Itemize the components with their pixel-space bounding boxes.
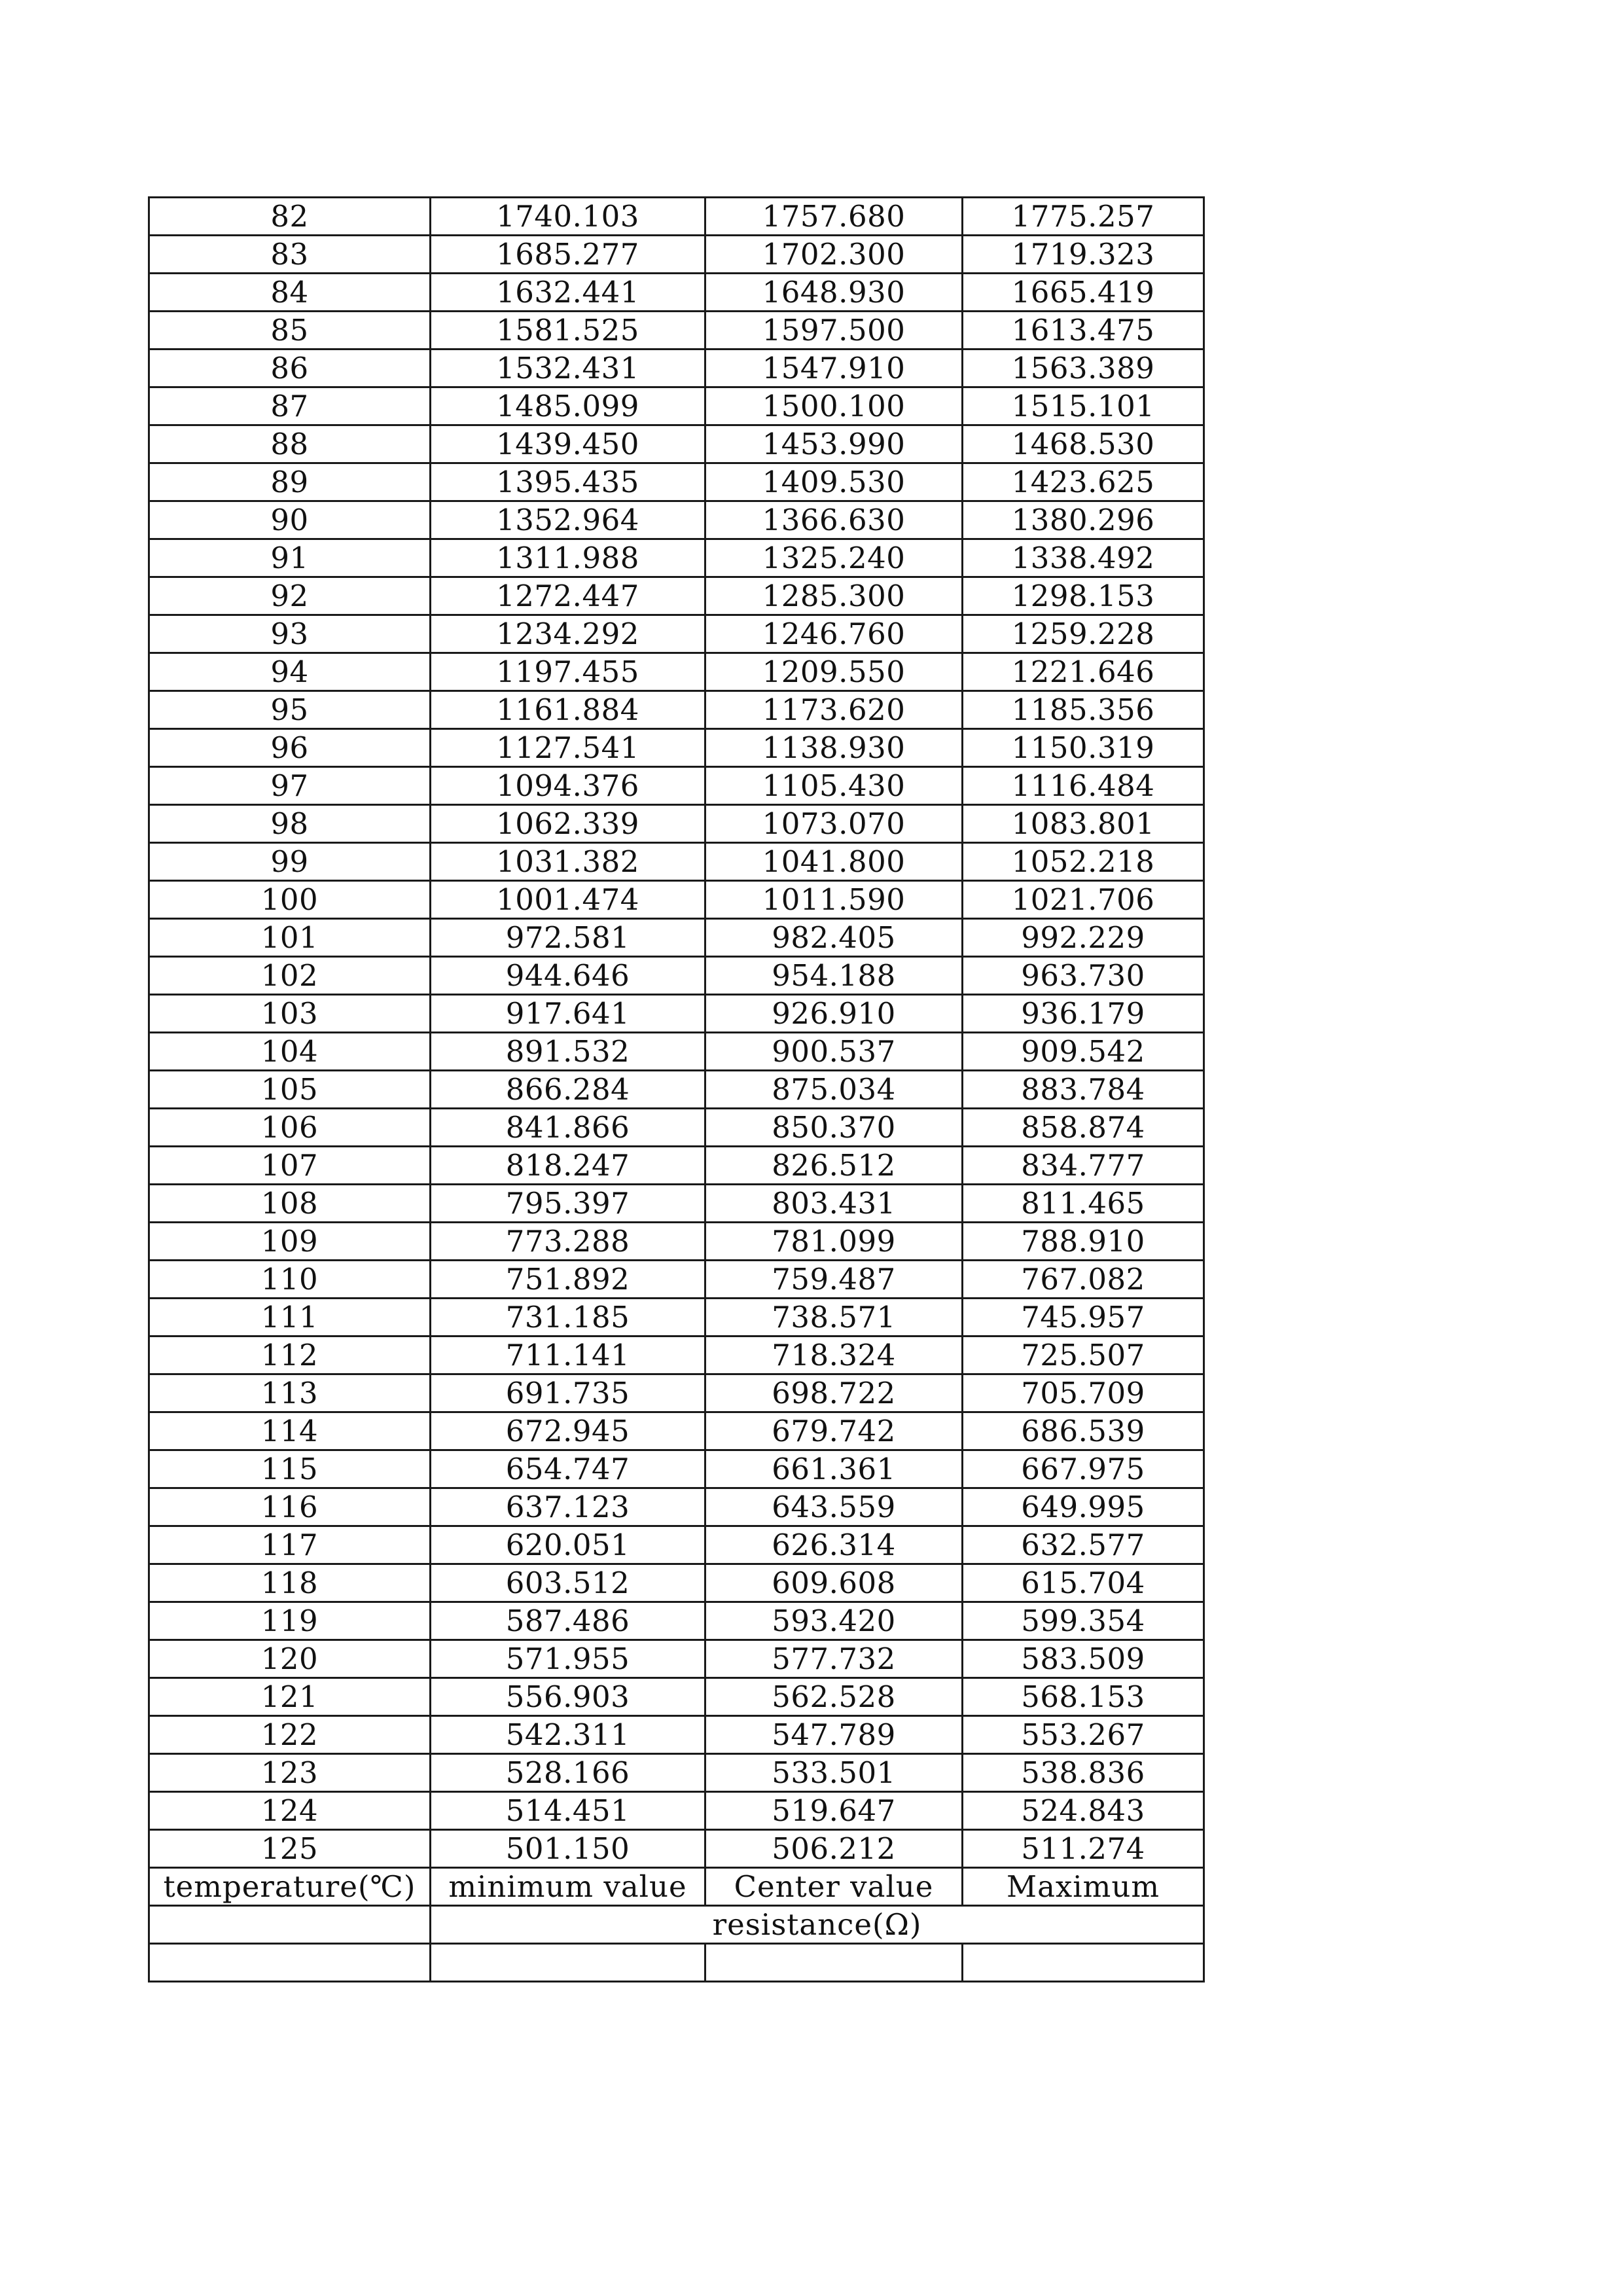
header-center-value: Center value [705,1868,963,1906]
temperature-cell: 120 [149,1640,431,1678]
table-row [149,653,1204,691]
temperature-cell: 116 [149,1488,431,1526]
minimum-value-cell: 528.166 [431,1754,705,1792]
table-row [149,463,1204,501]
header-maximum: Maximum [963,1868,1204,1906]
table-row [149,312,1204,350]
center-value-cell: 1500.100 [705,387,963,425]
minimum-value-cell: 1581.525 [431,312,705,350]
maximum-value-cell: 883.784 [963,1071,1204,1109]
maximum-value-cell: 1613.475 [963,312,1204,350]
maximum-value-cell: 1298.153 [963,577,1204,615]
center-value-cell: 506.212 [705,1830,963,1868]
minimum-value-cell: 620.051 [431,1526,705,1564]
center-value-cell: 1138.930 [705,729,963,767]
maximum-value-cell: 1185.356 [963,691,1204,729]
temperature-cell: 123 [149,1754,431,1792]
table-row [149,1830,1204,1868]
table-row [149,957,1204,995]
minimum-value-cell: 866.284 [431,1071,705,1109]
center-value-cell: 1173.620 [705,691,963,729]
center-value-cell: 875.034 [705,1071,963,1109]
center-value-cell: 626.314 [705,1526,963,1564]
minimum-value-cell: 654.747 [431,1450,705,1488]
temperature-cell: 125 [149,1830,431,1868]
temperature-cell: 122 [149,1716,431,1754]
maximum-value-cell: 632.577 [963,1526,1204,1564]
maximum-value-cell: 667.975 [963,1450,1204,1488]
minimum-value-cell: 672.945 [431,1412,705,1450]
temperature-cell: 86 [149,350,431,387]
center-value-cell: 577.732 [705,1640,963,1678]
maximum-value-cell: 834.777 [963,1147,1204,1185]
table-row [149,236,1204,274]
table-row [149,1754,1204,1792]
center-value-cell: 698.722 [705,1374,963,1412]
center-value-cell: 679.742 [705,1412,963,1450]
maximum-value-cell: 1665.419 [963,274,1204,312]
minimum-value-cell: 917.641 [431,995,705,1033]
table-row [149,1678,1204,1716]
unit-row [149,1906,1204,1944]
table-row [149,1792,1204,1830]
table-row [149,691,1204,729]
temperature-cell: 84 [149,274,431,312]
minimum-value-cell: 731.185 [431,1299,705,1336]
minimum-value-cell: 1311.988 [431,539,705,577]
center-value-cell: 519.647 [705,1792,963,1830]
center-value-cell: 982.405 [705,919,963,957]
minimum-value-cell: 1352.964 [431,501,705,539]
table-row [149,1602,1204,1640]
table-row [149,1147,1204,1185]
minimum-value-cell: 944.646 [431,957,705,995]
center-value-cell: 1409.530 [705,463,963,501]
table-row [149,425,1204,463]
minimum-value-cell: 1094.376 [431,767,705,805]
header-temperature: temperature(℃) [149,1868,431,1906]
maximum-value-cell: 538.836 [963,1754,1204,1792]
minimum-value-cell: 1439.450 [431,425,705,463]
temperature-cell: 94 [149,653,431,691]
maximum-value-cell: 686.539 [963,1412,1204,1450]
table-row [149,198,1204,236]
center-value-cell: 850.370 [705,1109,963,1147]
header-minimum-value: minimum value [431,1868,705,1906]
maximum-value-cell: 992.229 [963,919,1204,957]
maximum-value-cell: 1380.296 [963,501,1204,539]
temperature-cell: 102 [149,957,431,995]
table-row [149,1564,1204,1602]
maximum-value-cell: 1116.484 [963,767,1204,805]
minimum-value-cell: 818.247 [431,1147,705,1185]
minimum-value-cell: 501.150 [431,1830,705,1868]
maximum-value-cell: 858.874 [963,1109,1204,1147]
minimum-value-cell: 795.397 [431,1185,705,1223]
maximum-value-cell: 767.082 [963,1261,1204,1299]
temperature-cell: 121 [149,1678,431,1716]
temperature-cell: 108 [149,1185,431,1223]
maximum-value-cell: 1052.218 [963,843,1204,881]
center-value-cell: 954.188 [705,957,963,995]
temperature-cell: 87 [149,387,431,425]
maximum-value-cell: 1468.530 [963,425,1204,463]
table-row [149,1261,1204,1299]
minimum-value-cell: 691.735 [431,1374,705,1412]
maximum-value-cell: 1563.389 [963,350,1204,387]
center-value-cell: 1285.300 [705,577,963,615]
table-row [149,919,1204,957]
maximum-value-cell: 615.704 [963,1564,1204,1602]
maximum-value-cell: 936.179 [963,995,1204,1033]
table-row [149,1526,1204,1564]
center-value-cell: 609.608 [705,1564,963,1602]
table-row [149,539,1204,577]
temperature-cell: 95 [149,691,431,729]
center-value-cell: 1597.500 [705,312,963,350]
temperature-cell: 90 [149,501,431,539]
temperature-cell: 97 [149,767,431,805]
table-row [149,1640,1204,1678]
center-value-cell: 1366.630 [705,501,963,539]
table-row [149,1336,1204,1374]
minimum-value-cell: 1485.099 [431,387,705,425]
table-row [149,1109,1204,1147]
minimum-value-cell: 972.581 [431,919,705,957]
temperature-cell: 82 [149,198,431,236]
maximum-value-cell: 1515.101 [963,387,1204,425]
resistance-table-body [149,198,1204,1868]
temperature-cell: 117 [149,1526,431,1564]
maximum-value-cell: 568.153 [963,1678,1204,1716]
minimum-value-cell: 603.512 [431,1564,705,1602]
table-row [149,1374,1204,1412]
maximum-value-cell: 745.957 [963,1299,1204,1336]
maximum-value-cell: 1338.492 [963,539,1204,577]
minimum-value-cell: 773.288 [431,1223,705,1261]
maximum-value-cell: 1021.706 [963,881,1204,919]
maximum-value-cell: 1150.319 [963,729,1204,767]
table-row [149,350,1204,387]
temperature-cell: 83 [149,236,431,274]
minimum-value-cell: 751.892 [431,1261,705,1299]
temperature-cell: 99 [149,843,431,881]
maximum-value-cell: 725.507 [963,1336,1204,1374]
temperature-cell: 113 [149,1374,431,1412]
temperature-cell: 91 [149,539,431,577]
minimum-value-cell: 841.866 [431,1109,705,1147]
center-value-cell: 759.487 [705,1261,963,1299]
minimum-value-cell: 637.123 [431,1488,705,1526]
minimum-value-cell: 711.141 [431,1336,705,1374]
center-value-cell: 826.512 [705,1147,963,1185]
temperature-cell: 110 [149,1261,431,1299]
center-value-cell: 1246.760 [705,615,963,653]
center-value-cell: 1757.680 [705,198,963,236]
minimum-value-cell: 891.532 [431,1033,705,1071]
maximum-value-cell: 524.843 [963,1792,1204,1830]
center-value-cell: 738.571 [705,1299,963,1336]
resistance-table-footer [149,1868,1204,1982]
temperature-cell: 107 [149,1147,431,1185]
center-value-cell: 1325.240 [705,539,963,577]
center-value-cell: 533.501 [705,1754,963,1792]
header-row [149,1868,1204,1906]
table-row [149,995,1204,1033]
center-value-cell: 900.537 [705,1033,963,1071]
table-row [149,805,1204,843]
temperature-cell: 109 [149,1223,431,1261]
table-row [149,615,1204,653]
maximum-value-cell: 553.267 [963,1716,1204,1754]
minimum-value-cell: 1272.447 [431,577,705,615]
maximum-value-cell: 1083.801 [963,805,1204,843]
table-row [149,274,1204,312]
temperature-cell: 111 [149,1299,431,1336]
empty-cell [431,1944,705,1982]
unit-row-blank-cell [149,1906,431,1944]
center-value-cell: 1073.070 [705,805,963,843]
table-row [149,577,1204,615]
maximum-value-cell: 511.274 [963,1830,1204,1868]
table-row [149,881,1204,919]
minimum-value-cell: 1161.884 [431,691,705,729]
table-row [149,1299,1204,1336]
table-row [149,1185,1204,1223]
minimum-value-cell: 1127.541 [431,729,705,767]
table-row [149,729,1204,767]
table-row [149,501,1204,539]
maximum-value-cell: 909.542 [963,1033,1204,1071]
maximum-value-cell: 1423.625 [963,463,1204,501]
empty-cell [963,1944,1204,1982]
temperature-cell: 92 [149,577,431,615]
temperature-cell: 114 [149,1412,431,1450]
temperature-cell: 106 [149,1109,431,1147]
center-value-cell: 781.099 [705,1223,963,1261]
center-value-cell: 1011.590 [705,881,963,919]
maximum-value-cell: 963.730 [963,957,1204,995]
temperature-cell: 124 [149,1792,431,1830]
temperature-cell: 93 [149,615,431,653]
minimum-value-cell: 1001.474 [431,881,705,919]
temperature-cell: 96 [149,729,431,767]
center-value-cell: 1547.910 [705,350,963,387]
center-value-cell: 1209.550 [705,653,963,691]
table-row [149,1033,1204,1071]
resistance-table [148,196,1205,1982]
minimum-value-cell: 587.486 [431,1602,705,1640]
table-row [149,1450,1204,1488]
minimum-value-cell: 1740.103 [431,198,705,236]
temperature-cell: 112 [149,1336,431,1374]
maximum-value-cell: 599.354 [963,1602,1204,1640]
maximum-value-cell: 1221.646 [963,653,1204,691]
maximum-value-cell: 788.910 [963,1223,1204,1261]
center-value-cell: 803.431 [705,1185,963,1223]
maximum-value-cell: 649.995 [963,1488,1204,1526]
table-row [149,1488,1204,1526]
maximum-value-cell: 1719.323 [963,236,1204,274]
temperature-cell: 100 [149,881,431,919]
center-value-cell: 547.789 [705,1716,963,1754]
minimum-value-cell: 514.451 [431,1792,705,1830]
minimum-value-cell: 1685.277 [431,236,705,274]
temperature-cell: 85 [149,312,431,350]
center-value-cell: 1648.930 [705,274,963,312]
empty-cell [705,1944,963,1982]
temperature-cell: 103 [149,995,431,1033]
table-row [149,1412,1204,1450]
center-value-cell: 718.324 [705,1336,963,1374]
resistance-unit-label: resistance(Ω) [431,1906,1204,1944]
table-row [149,843,1204,881]
center-value-cell: 1453.990 [705,425,963,463]
empty-row [149,1944,1204,1982]
center-value-cell: 1105.430 [705,767,963,805]
table-row [149,1071,1204,1109]
maximum-value-cell: 1775.257 [963,198,1204,236]
minimum-value-cell: 1062.339 [431,805,705,843]
table-row [149,1223,1204,1261]
table-row [149,387,1204,425]
table-row [149,1716,1204,1754]
temperature-cell: 104 [149,1033,431,1071]
maximum-value-cell: 811.465 [963,1185,1204,1223]
temperature-cell: 118 [149,1564,431,1602]
minimum-value-cell: 571.955 [431,1640,705,1678]
center-value-cell: 1041.800 [705,843,963,881]
temperature-cell: 88 [149,425,431,463]
minimum-value-cell: 556.903 [431,1678,705,1716]
center-value-cell: 562.528 [705,1678,963,1716]
temperature-cell: 98 [149,805,431,843]
maximum-value-cell: 1259.228 [963,615,1204,653]
temperature-cell: 119 [149,1602,431,1640]
center-value-cell: 1702.300 [705,236,963,274]
center-value-cell: 593.420 [705,1602,963,1640]
minimum-value-cell: 542.311 [431,1716,705,1754]
empty-cell [149,1944,431,1982]
center-value-cell: 643.559 [705,1488,963,1526]
minimum-value-cell: 1532.431 [431,350,705,387]
temperature-cell: 115 [149,1450,431,1488]
temperature-cell: 105 [149,1071,431,1109]
minimum-value-cell: 1632.441 [431,274,705,312]
minimum-value-cell: 1031.382 [431,843,705,881]
minimum-value-cell: 1234.292 [431,615,705,653]
center-value-cell: 926.910 [705,995,963,1033]
temperature-cell: 101 [149,919,431,957]
maximum-value-cell: 583.509 [963,1640,1204,1678]
table-row [149,767,1204,805]
center-value-cell: 661.361 [705,1450,963,1488]
temperature-cell: 89 [149,463,431,501]
minimum-value-cell: 1395.435 [431,463,705,501]
maximum-value-cell: 705.709 [963,1374,1204,1412]
minimum-value-cell: 1197.455 [431,653,705,691]
